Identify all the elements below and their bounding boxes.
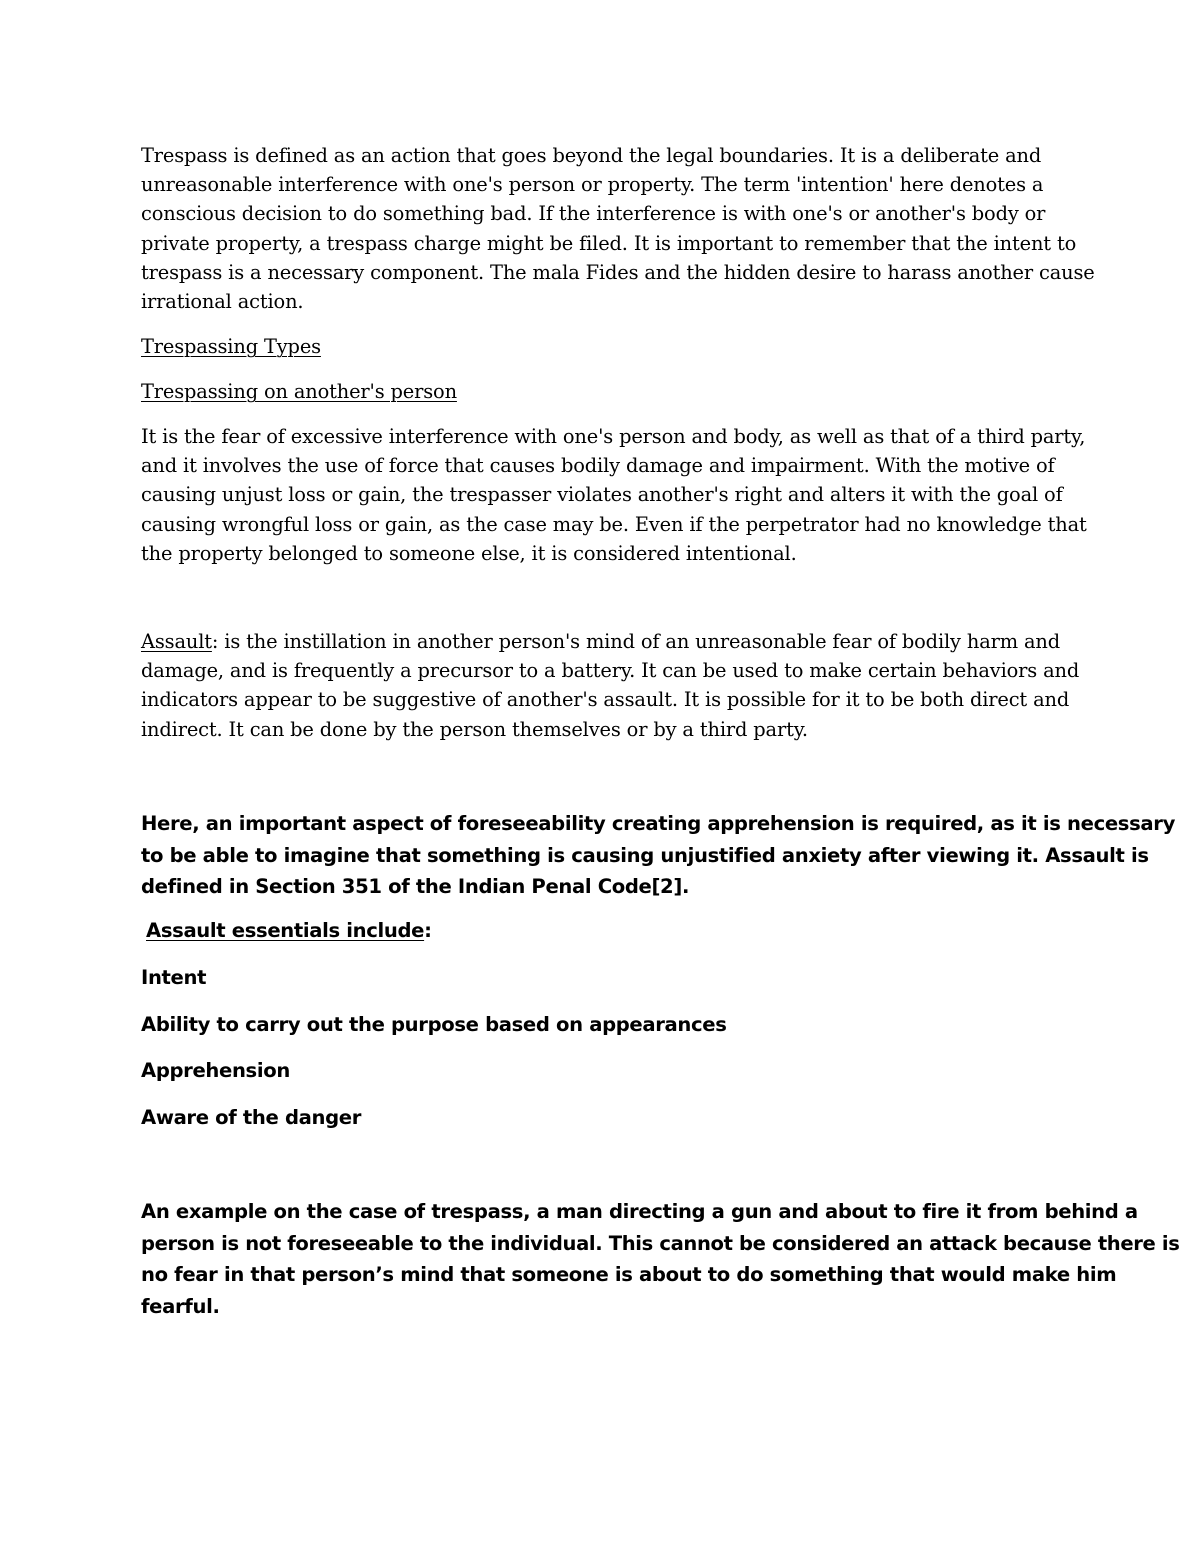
section-heading: Trespassing on another's person [141, 380, 457, 403]
text-line: Here, an important aspect of foreseeability creating apprehension is required, as it is necessary [141, 812, 1176, 835]
text-line: irrational action. [141, 290, 304, 314]
text-line: indicators appear to be suggestive of another's assault. It is possible for it to be both direct and [141, 688, 1070, 712]
essentials-heading-colon: : [424, 919, 432, 942]
heading-trespassing-person [141, 377, 1066, 406]
assault-term: Assault [141, 630, 212, 653]
assault-paragraph [141, 627, 1080, 744]
text-line: Trespass is defined as an action that goes beyond the legal boundaries. It is a deliberate and [141, 144, 1042, 167]
intro-paragraph [141, 141, 1095, 316]
text-line: private property, a trespass charge might be filed. It is important to remember that the intent to [141, 231, 1077, 255]
heading-trespassing-types [141, 332, 1066, 361]
list-item: Aware of the danger [141, 1106, 362, 1129]
text-line: the property belonged to someone else, it is considered intentional. [141, 541, 797, 565]
text-line: indirect. It can be done by the person themselves or by a third party. [141, 717, 808, 741]
list-item: Apprehension [141, 1059, 290, 1082]
person-paragraph [141, 422, 1087, 568]
essential-item [141, 1009, 1066, 1041]
essentials-heading-text: Assault essentials include [146, 919, 425, 942]
text-line: person is not foreseeable to the individual. This cannot be considered an attack because there is [141, 1231, 1180, 1255]
list-item: Intent [141, 966, 207, 989]
text-line: causing wrongful loss or gain, as the case may be. Even if the perpetrator had no knowledge that [141, 512, 1087, 536]
text-line: fearful. [141, 1294, 220, 1318]
example-paragraph [141, 1196, 1180, 1322]
text-line: trespass is a necessary component. The mala Fides and the hidden desire to harass another cause [141, 260, 1095, 284]
list-item: Ability to carry out the purpose based on appearances [141, 1013, 727, 1036]
text-line: and it involves the use of force that causes bodily damage and impairment. With the motive of [141, 454, 1055, 478]
section-heading: Trespassing Types [141, 335, 321, 358]
text-line: damage, and is frequently a precursor to a battery. It can be used to make certain behaviors and [141, 659, 1080, 683]
text-line: no fear in that person’s mind that someone is about to do something that would make him [141, 1263, 1117, 1286]
text-line: causing unjust loss or gain, the trespasser violates another's right and alters it with the goal of [141, 483, 1063, 507]
text-line: defined in Section 351 of the Indian Penal Code[2]. [141, 875, 690, 898]
foreseeability-paragraph [141, 808, 1176, 903]
text-line: It is the fear of excessive interference with one's person and body, as well as that of a third party, [141, 425, 1086, 448]
assault-definition-start: : is the instillation in another person's mind of an unreasonable fear of bodily harm and [211, 630, 1060, 653]
text-line [141, 627, 1066, 656]
essential-item [141, 1102, 1066, 1134]
essential-item [141, 962, 1066, 994]
text-line: to be able to imagine that something is causing unjustified anxiety after viewing it. Assault is [141, 843, 1149, 867]
text-line: An example on the case of trespass, a man directing a gun and about to fire it from behind a [141, 1200, 1138, 1223]
essentials-heading [146, 915, 1071, 947]
text-line: conscious decision to do something bad. If the interference is with one's or another's body or [141, 202, 1046, 226]
essential-item [141, 1055, 1066, 1087]
text-line: unreasonable interference with one's person or property. The term 'intention' here denotes a [141, 173, 1044, 197]
